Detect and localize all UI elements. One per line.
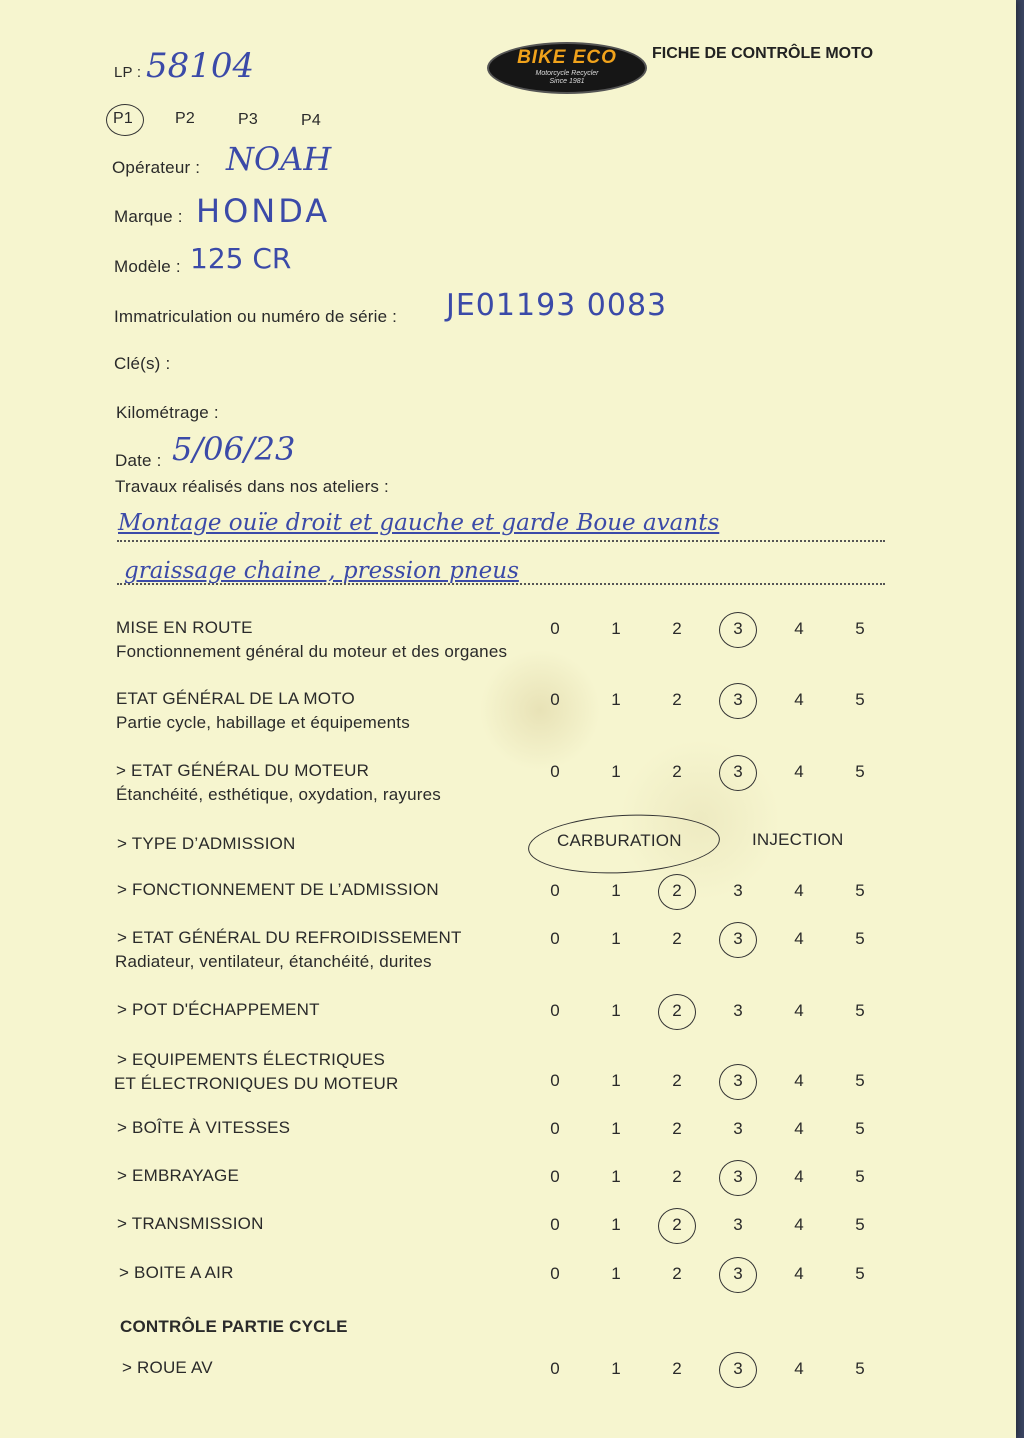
- registration-value[interactable]: JE01193 0083: [446, 288, 668, 323]
- rating-subtitle: Partie cycle, habillage et équipements: [116, 713, 410, 732]
- position-p1[interactable]: P1: [113, 110, 133, 127]
- rating-option-1[interactable]: 1: [611, 1359, 621, 1378]
- lp-value[interactable]: 58104: [146, 46, 255, 86]
- rating-option-1[interactable]: 1: [611, 929, 621, 948]
- rating-option-4[interactable]: 4: [794, 619, 804, 638]
- rating-option-4[interactable]: 4: [794, 1167, 804, 1186]
- rating-option-0[interactable]: 0: [550, 690, 560, 709]
- rating-option-1[interactable]: 1: [611, 881, 621, 900]
- rating-option-3[interactable]: 3: [733, 1264, 743, 1283]
- brand-value[interactable]: HONDA: [196, 192, 331, 230]
- rating-subtitle: ET ÉLECTRONIQUES DU MOTEUR: [114, 1074, 399, 1093]
- logo-slogan: [489, 70, 645, 86]
- position-p4[interactable]: P4: [301, 112, 321, 129]
- rating-option-0[interactable]: 0: [550, 1215, 560, 1234]
- rating-title: > BOÎTE À VITESSES: [117, 1118, 291, 1137]
- rating-option-1[interactable]: 1: [611, 762, 621, 781]
- rating-option-1[interactable]: 1: [611, 1264, 621, 1283]
- rating-selected-circle: [658, 874, 696, 910]
- rating-option-5[interactable]: 5: [855, 1264, 865, 1283]
- rating-option-5[interactable]: 5: [855, 690, 865, 709]
- rating-selected-circle: [719, 755, 757, 791]
- works-label: Travaux réalisés dans nos ateliers :: [115, 477, 389, 496]
- rating-option-4[interactable]: 4: [794, 762, 804, 781]
- rating-option-3[interactable]: 3: [733, 929, 743, 948]
- rating-title: > ETAT GÉNÉRAL DU REFROIDISSEMENT: [117, 928, 462, 947]
- date-label: Date :: [115, 451, 162, 470]
- registration-label: Immatriculation ou numéro de série :: [114, 307, 398, 326]
- works-line1-dots: [117, 540, 885, 542]
- rating-subtitle: Fonctionnement général du moteur et des organes: [116, 642, 508, 661]
- rating-option-4[interactable]: 4: [794, 929, 804, 948]
- rating-option-0[interactable]: 0: [550, 619, 560, 638]
- rating-option-0[interactable]: 0: [550, 881, 560, 900]
- rating-option-5[interactable]: 5: [855, 1071, 865, 1090]
- rating-option-2[interactable]: 2: [672, 1264, 682, 1283]
- rating-option-5[interactable]: 5: [855, 1001, 865, 1020]
- brand-label: Marque :: [114, 207, 183, 226]
- rating-option-4[interactable]: 4: [794, 1264, 804, 1283]
- rating-selected-circle: [658, 994, 696, 1030]
- rating-option-2[interactable]: 2: [672, 929, 682, 948]
- rating-option-2[interactable]: 2: [672, 619, 682, 638]
- rating-option-0[interactable]: 0: [550, 1264, 560, 1283]
- rating-option-3[interactable]: 3: [733, 1359, 743, 1378]
- admission-carburation[interactable]: CARBURATION: [557, 831, 682, 850]
- rating-option-0[interactable]: 0: [550, 1071, 560, 1090]
- rating-option-3[interactable]: 3: [733, 881, 743, 900]
- rating-option-3[interactable]: 3: [733, 1001, 743, 1020]
- rating-option-4[interactable]: 4: [794, 1001, 804, 1020]
- rating-option-5[interactable]: 5: [855, 619, 865, 638]
- rating-option-5[interactable]: 5: [855, 881, 865, 900]
- rating-option-5[interactable]: 5: [855, 1215, 865, 1234]
- rating-selected-circle: [719, 1160, 757, 1196]
- works-line1[interactable]: Montage ouïe droit et gauche et garde Boue avants: [118, 510, 720, 536]
- rating-option-2[interactable]: 2: [672, 1119, 682, 1138]
- rating-option-4[interactable]: 4: [794, 1359, 804, 1378]
- logo-brand: BIKE ECO: [517, 47, 617, 68]
- rating-selected-circle: [719, 1257, 757, 1293]
- rating-title: > ETAT GÉNÉRAL DU MOTEUR: [116, 761, 370, 780]
- rating-option-4[interactable]: 4: [794, 690, 804, 709]
- operator-value[interactable]: NOAH: [226, 140, 332, 178]
- mileage-label: Kilométrage :: [116, 403, 219, 422]
- position-p2[interactable]: P2: [175, 110, 195, 127]
- rating-subtitle: Étanchéité, esthétique, oxydation, rayures: [116, 785, 441, 804]
- rating-option-1[interactable]: 1: [611, 1167, 621, 1186]
- rating-option-3[interactable]: 3: [733, 1215, 743, 1234]
- works-line2[interactable]: graissage chaine , pression pneus: [124, 558, 519, 584]
- section-cycle-title: CONTRÔLE PARTIE CYCLE: [120, 1317, 348, 1336]
- rating-option-3[interactable]: 3: [733, 1071, 743, 1090]
- model-label: Modèle :: [114, 257, 181, 276]
- rating-option-3[interactable]: 3: [733, 619, 743, 638]
- rating-option-2[interactable]: 2: [672, 1001, 682, 1020]
- rating-option-2[interactable]: 2: [672, 1167, 682, 1186]
- rating-option-0[interactable]: 0: [550, 1001, 560, 1020]
- logo-slogan-line2: Since 1981: [549, 78, 585, 85]
- rating-title: MISE EN ROUTE: [116, 618, 253, 637]
- rating-option-1[interactable]: 1: [611, 619, 621, 638]
- rating-selected-circle: [719, 922, 757, 958]
- rating-subtitle: Radiateur, ventilateur, étanchéité, durites: [115, 952, 432, 971]
- rating-option-5[interactable]: 5: [855, 762, 865, 781]
- rating-option-2[interactable]: 2: [672, 1215, 682, 1234]
- rating-title: ETAT GÉNÉRAL DE LA MOTO: [116, 689, 355, 708]
- rating-title: > FONCTIONNEMENT DE L’ADMISSION: [117, 880, 439, 899]
- rating-option-3[interactable]: 3: [733, 1119, 743, 1138]
- rating-option-5[interactable]: 5: [855, 1359, 865, 1378]
- rating-title: > BOITE A AIR: [119, 1263, 234, 1282]
- rating-option-2[interactable]: 2: [672, 1359, 682, 1378]
- rating-option-3[interactable]: 3: [733, 690, 743, 709]
- rating-option-0[interactable]: 0: [550, 1359, 560, 1378]
- rating-option-0[interactable]: 0: [550, 1119, 560, 1138]
- rating-option-4[interactable]: 4: [794, 1215, 804, 1234]
- date-value[interactable]: 5/06/23: [172, 430, 296, 468]
- rating-title: > TRANSMISSION: [117, 1214, 264, 1233]
- rating-option-0[interactable]: 0: [550, 1167, 560, 1186]
- rating-option-4[interactable]: 4: [794, 1119, 804, 1138]
- rating-option-1[interactable]: 1: [611, 690, 621, 709]
- rating-option-4[interactable]: 4: [794, 1071, 804, 1090]
- rating-option-5[interactable]: 5: [855, 1167, 865, 1186]
- rating-title: > POT D'ÉCHAPPEMENT: [117, 1000, 320, 1019]
- rating-option-3[interactable]: 3: [733, 762, 743, 781]
- rating-option-2[interactable]: 2: [672, 881, 682, 900]
- rating-option-2[interactable]: 2: [672, 762, 682, 781]
- rating-option-1[interactable]: 1: [611, 1001, 621, 1020]
- rating-option-5[interactable]: 5: [855, 929, 865, 948]
- rating-option-2[interactable]: 2: [672, 690, 682, 709]
- rating-title: > EMBRAYAGE: [117, 1166, 240, 1185]
- rating-option-4[interactable]: 4: [794, 881, 804, 900]
- bike-eco-logo: [487, 42, 647, 94]
- rating-selected-circle: [719, 612, 757, 648]
- rating-option-2[interactable]: 2: [672, 1071, 682, 1090]
- rating-selected-circle: [658, 1208, 696, 1244]
- rating-selected-circle: [719, 1352, 757, 1388]
- rating-option-5[interactable]: 5: [855, 1119, 865, 1138]
- rating-option-1[interactable]: 1: [611, 1071, 621, 1090]
- position-p3[interactable]: P3: [238, 111, 258, 128]
- rating-option-3[interactable]: 3: [733, 1167, 743, 1186]
- keys-label: Clé(s) :: [114, 354, 171, 373]
- admission-title: > TYPE D’ADMISSION: [117, 834, 296, 853]
- rating-title: > ROUE AV: [122, 1358, 213, 1377]
- admission-injection[interactable]: INJECTION: [752, 830, 844, 849]
- rating-selected-circle: [719, 1064, 757, 1100]
- rating-title: > EQUIPEMENTS ÉLECTRIQUES: [117, 1050, 386, 1069]
- model-value[interactable]: 125 CR: [190, 242, 292, 275]
- rating-selected-circle: [719, 683, 757, 719]
- logo-slogan-line1: Motorcycle Recycler: [535, 70, 599, 77]
- rating-option-1[interactable]: 1: [611, 1215, 621, 1234]
- operator-label: Opérateur :: [112, 158, 201, 177]
- rating-option-0[interactable]: 0: [550, 762, 560, 781]
- rating-option-0[interactable]: 0: [550, 929, 560, 948]
- lp-label: LP :: [114, 64, 142, 81]
- rating-option-1[interactable]: 1: [611, 1119, 621, 1138]
- page-title: FICHE DE CONTRÔLE MOTO: [652, 45, 874, 62]
